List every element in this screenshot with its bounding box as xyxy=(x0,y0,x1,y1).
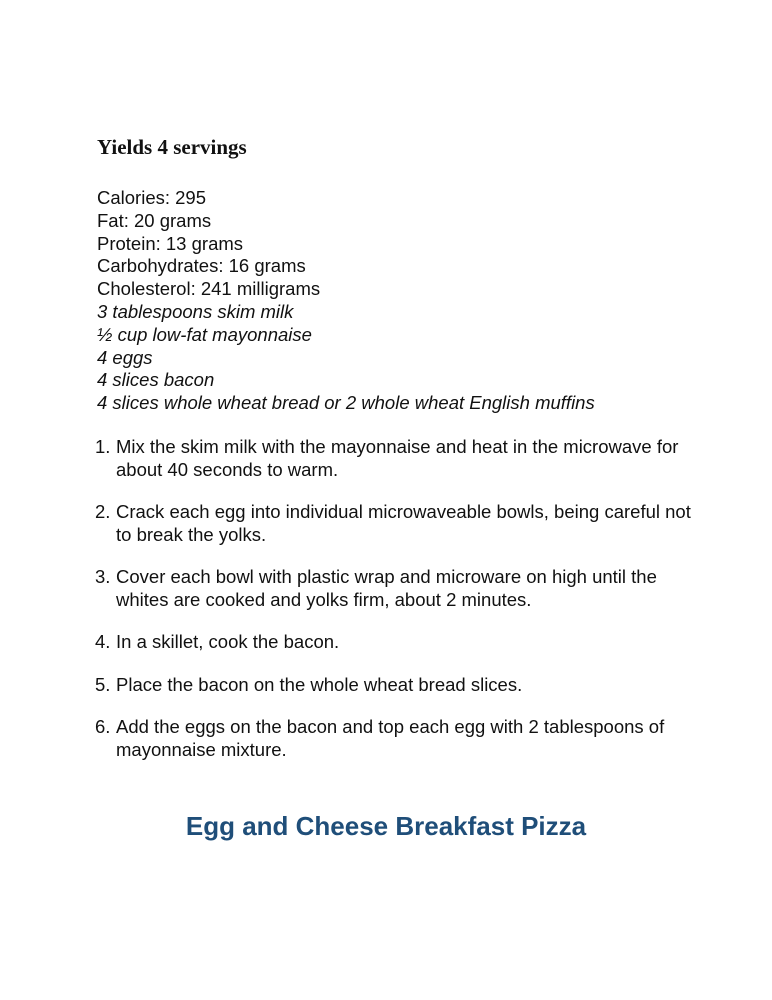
ingredient-item: 3 tablespoons skim milk xyxy=(97,301,294,322)
step-number: 1. xyxy=(95,436,111,457)
step-text: Crack each egg into individual microwaveable bowls, being careful not to break the yolks. xyxy=(116,501,691,545)
step-text: Place the bacon on the whole wheat bread slices. xyxy=(116,673,523,695)
nutrition-item: Cholesterol: 241 milligrams xyxy=(97,278,321,300)
ingredient-item: 4 slices whole wheat bread or 2 whole wheat English muffins xyxy=(97,392,595,414)
step-text: Cover each bowl with plastic wrap and microware on high until the whites are cooked and yolks firm, about 2 minutes. xyxy=(116,566,657,610)
step-number: 5. xyxy=(95,673,111,695)
nutrition-item: Carbohydrates: 16 grams xyxy=(97,255,306,277)
ingredient-item: 4 slices bacon xyxy=(97,369,215,391)
instruction-steps xyxy=(95,436,695,781)
instruction-step xyxy=(95,566,695,612)
instruction-step xyxy=(95,631,695,654)
ingredient-item: ½ cup low-fat mayonnaise xyxy=(97,323,312,345)
nutrition-item: Fat: 20 grams xyxy=(97,209,212,231)
step-number: 4. xyxy=(95,631,111,653)
ingredient-list xyxy=(97,301,595,415)
instruction-step xyxy=(95,436,695,482)
instruction-step xyxy=(95,716,695,762)
step-number: 6. xyxy=(95,715,111,737)
instruction-step xyxy=(95,674,695,697)
step-number: 3. xyxy=(95,566,111,588)
step-text: Add the eggs on the bacon and top each egg with 2 tablespoons of mayonnaise mixture. xyxy=(116,715,665,760)
nutrition-item: Protein: 13 grams xyxy=(97,232,244,254)
ingredient-item: 4 eggs xyxy=(97,346,153,368)
recipe-title: Egg and Cheese Breakfast Pizza xyxy=(185,811,587,841)
instruction-step xyxy=(95,501,695,547)
nutrition-facts xyxy=(97,187,320,301)
yields-heading: Yields 4 servings xyxy=(97,135,247,159)
step-text: In a skillet, cook the bacon. xyxy=(116,631,340,653)
step-text: Mix the skim milk with the mayonnaise and heat in the microwave for about 40 seconds to warm. xyxy=(116,436,679,480)
step-number: 2. xyxy=(95,501,111,523)
nutrition-item: Calories: 295 xyxy=(97,187,207,208)
